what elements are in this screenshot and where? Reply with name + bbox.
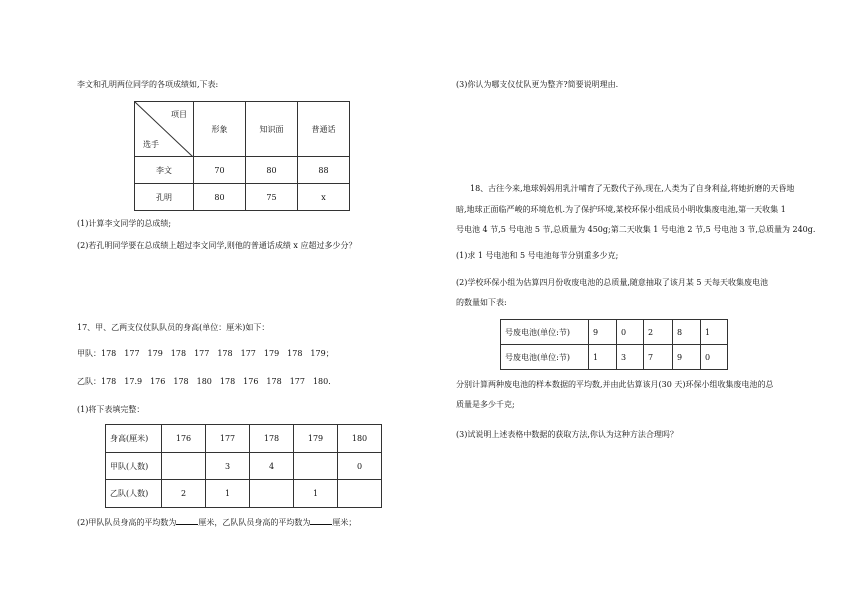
table-row bbox=[501, 345, 728, 370]
table-row bbox=[106, 453, 382, 480]
height-header: 177 bbox=[206, 425, 250, 453]
count-cell bbox=[250, 480, 294, 508]
score-header: 普通话 bbox=[298, 102, 350, 157]
count-cell bbox=[338, 480, 382, 508]
problem-18-line-3: 号电池 4 节,5 号电池 5 节,总质量为 450g;第二天收集 1 号电池 2 节,5 号电池 3 节,总质量为 240g. bbox=[456, 225, 816, 234]
q2-part-a: (2)甲队队员身高的平均数为 bbox=[77, 518, 177, 527]
battery-table bbox=[500, 319, 728, 370]
corner-top-label: 项目 bbox=[171, 110, 187, 119]
problem-17-q1: (1)将下表填完整： bbox=[77, 405, 145, 414]
count-cell: 3 bbox=[206, 453, 250, 480]
problem-18-q2-after-1: 分别计算两种废电池的样本数据的平均数,并由此估算该月(30 天)环保小组收集废电池的总 bbox=[456, 380, 774, 389]
problem-17-q3: (3)你认为哪支仪仗队更为整齐?简要说明理由. bbox=[456, 80, 619, 89]
problem-18-line-2: 暗,地球正面临严峻的环境危机.为了保护环境,某校环保小组成员小明收集废电池,第一天收集 1 bbox=[456, 205, 786, 214]
problem-18-q2-line-1: (2)学校环保小组为估算四月份收废电池的总质量,随意抽取了该月某 5 天每天收集废电池 bbox=[456, 278, 769, 287]
battery-cell: 1 bbox=[701, 320, 728, 345]
problem-18-q2-after-2: 质量是多少千克; bbox=[456, 400, 515, 409]
height-header: 178 bbox=[250, 425, 294, 453]
height-header: 176 bbox=[162, 425, 206, 453]
score-cell: 80 bbox=[246, 157, 298, 184]
question-1: (1)计算李文同学的总成绩; bbox=[77, 219, 172, 228]
score-header: 知识面 bbox=[246, 102, 298, 157]
height-header: 180 bbox=[338, 425, 382, 453]
table-row bbox=[106, 480, 382, 508]
height-header: 179 bbox=[294, 425, 338, 453]
battery-cell: 1 bbox=[589, 345, 617, 370]
problem-17-title: 17、甲、乙两支仪仗队队员的身高(单位：厘米)如下： bbox=[77, 323, 270, 332]
count-cell: 2 bbox=[162, 480, 206, 508]
height-header-label: 身高(厘米) bbox=[106, 425, 162, 453]
intro-text: 李文和孔明两位同学的各项成绩如,下表: bbox=[77, 80, 219, 89]
answer-blank[interactable] bbox=[176, 516, 198, 525]
table-row bbox=[135, 157, 350, 184]
team-a-heights: 甲队：178 177 179 178 177 178 177 179 178 179； bbox=[77, 349, 334, 358]
count-cell bbox=[162, 453, 206, 480]
count-cell: 4 bbox=[250, 453, 294, 480]
problem-18-line-1: 18、古往今来,地球妈妈用乳汁哺育了无数代子孙,现在,人类为了自身利益,将她折磨的天昏地 bbox=[470, 184, 795, 193]
answer-blank[interactable] bbox=[310, 516, 332, 525]
row-name: 孔明 bbox=[135, 184, 194, 211]
row-label: 甲队(人数) bbox=[106, 453, 162, 480]
row-name: 李文 bbox=[135, 157, 194, 184]
battery-cell: 9 bbox=[673, 345, 701, 370]
count-cell bbox=[294, 453, 338, 480]
row-label: 号废电池(单位:节) bbox=[501, 320, 589, 345]
count-cell: 0 bbox=[338, 453, 382, 480]
score-cell: x bbox=[298, 184, 350, 211]
score-table bbox=[134, 101, 350, 211]
score-cell: 75 bbox=[246, 184, 298, 211]
q2-part-b: 厘米，乙队队员身高的平均数为 bbox=[198, 518, 311, 527]
score-header: 形象 bbox=[194, 102, 246, 157]
score-cell: 80 bbox=[194, 184, 246, 211]
problem-18-q3: (3)试说明上述表格中数据的获取方法,你认为这种方法合理吗？ bbox=[456, 430, 678, 439]
score-cell: 70 bbox=[194, 157, 246, 184]
score-table-corner bbox=[135, 102, 194, 157]
table-row bbox=[135, 184, 350, 211]
battery-cell: 3 bbox=[617, 345, 644, 370]
q2-part-c: 厘米； bbox=[332, 518, 357, 527]
count-cell: 1 bbox=[294, 480, 338, 508]
score-cell: 88 bbox=[298, 157, 350, 184]
row-label: 乙队(人数) bbox=[106, 480, 162, 508]
battery-cell: 9 bbox=[589, 320, 617, 345]
problem-17-q2 bbox=[77, 516, 356, 528]
problem-18-q1: (1)求 1 号电池和 5 号电池每节分别重多少克; bbox=[456, 251, 619, 260]
height-table bbox=[105, 424, 382, 508]
count-cell: 1 bbox=[206, 480, 250, 508]
problem-18-q2-line-2: 的数量如下表: bbox=[456, 298, 507, 307]
question-2: (2)若孔明同学要在总成绩上超过李文同学,则他的普通话成绩 x 应超过多少分？ bbox=[77, 241, 357, 250]
battery-cell: 8 bbox=[673, 320, 701, 345]
row-label: 号废电池(单位:节) bbox=[501, 345, 589, 370]
team-b-heights: 乙队：178 17.9 176 178 180 178 176 178 177 180． bbox=[77, 377, 337, 386]
corner-bottom-label: 选手 bbox=[143, 140, 159, 149]
battery-cell: 7 bbox=[644, 345, 673, 370]
table-row bbox=[501, 320, 728, 345]
battery-cell: 0 bbox=[617, 320, 644, 345]
battery-cell: 2 bbox=[644, 320, 673, 345]
battery-cell: 0 bbox=[701, 345, 728, 370]
